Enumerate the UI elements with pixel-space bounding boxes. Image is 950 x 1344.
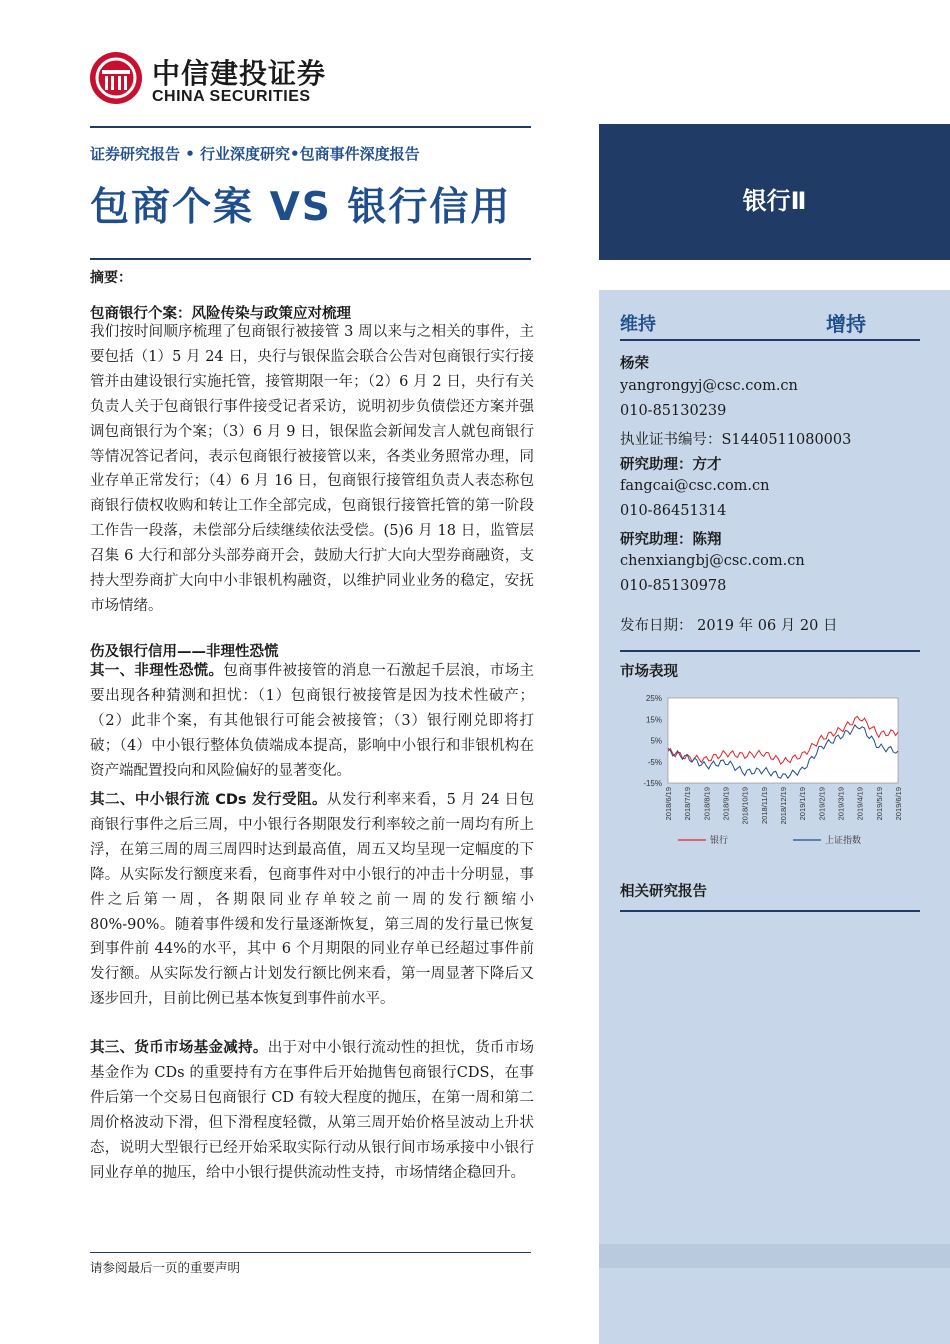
x-tick-label: 2018/6/19	[664, 787, 673, 821]
x-tick-label: 2018/9/19	[721, 787, 731, 821]
analyst-cert: 执业证书编号：S1440511080003	[620, 432, 852, 448]
legend-label: 上证指数	[825, 836, 862, 846]
related-rule	[620, 910, 920, 912]
page-title: 包商个案 VS 银行信用	[90, 185, 512, 230]
legend-label: 银行	[710, 836, 729, 846]
chart-plot-area	[668, 698, 898, 783]
analyst-name: 杨荣	[620, 356, 649, 372]
paragraph-lead: 其二、中小银行流 CDs 发行受阻。	[90, 792, 327, 808]
assistant-phone: 010-86451314	[620, 503, 727, 519]
assistant-name: 研究助理：陈翔	[620, 532, 722, 548]
x-tick-label: 2018/11/19	[759, 787, 769, 824]
y-tick-label: -5%	[647, 757, 662, 767]
x-tick-label: 2019/5/19	[874, 787, 884, 821]
market-label: 市场表现	[620, 664, 678, 680]
header-bottom-rule	[90, 258, 531, 260]
paragraph-lead: 其一、非理性恐慌。	[90, 663, 224, 679]
x-tick-label: 2019/2/19	[817, 787, 827, 821]
section-heading: 包商银行个案：风险传染与政策应对梳理	[90, 306, 351, 322]
analyst-email: yangrongyj@csc.com.cn	[620, 378, 798, 394]
footer-note: 请参阅最后一页的重要声明	[90, 1260, 241, 1275]
industry-box	[599, 124, 950, 260]
x-tick-label: 2018/10/19	[740, 787, 750, 825]
footer-rule	[90, 1252, 531, 1253]
market-chart	[618, 688, 918, 858]
company-logo	[88, 50, 348, 114]
y-tick-label: 5%	[650, 736, 662, 746]
paragraph	[90, 659, 534, 784]
x-tick-label: 2018/8/19	[702, 787, 712, 821]
y-tick-label: 15%	[645, 715, 662, 725]
assistant-email: chenxiangbj@csc.com.cn	[620, 553, 805, 569]
x-tick-label: 2019/4/19	[855, 787, 865, 821]
paragraph-lead: 其三、货币市场基金减持。	[90, 1040, 268, 1056]
footer-band	[599, 1244, 950, 1268]
rating-rule	[620, 339, 920, 341]
rating-value: 增持	[826, 312, 866, 336]
assistant-email: fangcai@csc.com.cn	[620, 478, 770, 494]
report-subtitle: 证券研究报告 • 行业深度研究•包商事件深度报告	[90, 145, 420, 163]
header-top-rule	[90, 126, 531, 128]
section-heading: 伤及银行信用——非理性恐慌	[90, 644, 279, 660]
x-tick-label: 2018/12/19	[779, 787, 788, 825]
x-tick-label: 2019/3/19	[836, 787, 846, 821]
publish-date: 发布日期： 2019 年 06 月 20 日	[620, 618, 838, 634]
y-tick-label: 25%	[645, 694, 662, 703]
x-tick-label: 2019/1/19	[798, 787, 808, 821]
analyst-phone: 010-85130239	[620, 403, 727, 419]
paragraph-text: 出于对中小银行流动性的担忧，货币市场基金作为 CDs 的重要持有方在事件后开始抛售包商银行CDS，在事件后第一个交易日包商银行 CD 有较大程度的抛压，在第一周和第二周价格波动下滑，但下滑程度轻微，从第三周开始价格呈波动上升状态，说明大型银行已经开始采取实际行动从银行间市场承接中小银行同业存单的抛压，给中小银行提供流动性支持，市场情绪企稳回升。	[90, 1040, 535, 1181]
paragraph-text: 包商事件被接管的消息一石激起千层浪，市场主要出现各种猜测和担忧：（1）包商银行被接管是因为技术性破产；（2）此非个案，有其他银行可能会被接管；（3）银行刚兑即将打破；（4）中小银行整体负债端成本提高，影响中小银行和非银机构在资产端配置投向和风险偏好的显著变化。	[90, 663, 535, 779]
paragraph	[90, 788, 534, 1012]
rating-label: 维持	[620, 314, 656, 335]
related-label: 相关研究报告	[620, 884, 707, 900]
market-chart-svg	[618, 688, 918, 858]
x-tick-label: 2019/6/19	[894, 787, 903, 821]
assistant-name: 研究助理：方才	[620, 457, 722, 473]
paragraph-text: 从发行利率来看，5 月 24 日包商银行事件之后三周，中小银行各期限发行利率较之前一周均有所上浮，在第三周的周三周四时达到最高值，周五又均呈现一定幅度的下降。从实际发行额度来看，包商事件对中小银行的冲击十分明显，事件之后第一周，各期限同业存单较之前一周的发行额缩小 80%-90%。随着事件缓和发行量逐渐恢复，第三周的发行量已恢复到事件前 44%的水平，其中 6 个月期限的同业存单已经超过事件前发行额。从实际发行额占计划发行额比例来看，第一周显著下降后又逐步回升，目前比例已基本恢复到事件前水平。	[90, 792, 534, 1008]
summary-label: 摘要：	[90, 270, 132, 286]
industry-label: 银行Ⅱ	[742, 187, 807, 215]
paragraph: 我们按时间顺序梳理了包商银行被接管 3 周以来与之相关的事件，主要包括（1）5 月 24 日，央行与银保监会联合公告对包商银行实行接管并由建设银行实施托管，接管期限一年；（2）6 月 2 日，央行有关负责人关于包商银行事件接受记者采访，说明初步负债偿还方案并强调包商银行为个案；（3）6 月 9 日，银保监会新闻发言人就包商银行等情况答记者问，表示包商银行被接管以来，各类业务照常办理，同业存单正常发行；（4）6 月 16 日，包商银行接管组负责人表态称包商银行债权收购和转让工作全部完成，包商银行接管托管的第一阶段工作告一段落，未偿部分后续继续依法受偿。(5)6 月 18 日，监管层召集 6 大行和部分头部券商开会，鼓励大行扩大向大型券商融资，支持大型券商扩大向中小非银机构融资，以维护同业业务的稳定，安抚市场情绪。	[90, 324, 534, 614]
logo-en-text: CHINA SECURITIES	[152, 88, 311, 105]
x-tick-label: 2018/7/19	[683, 787, 693, 821]
china-securities-logo-icon	[88, 50, 144, 106]
market-rule	[620, 650, 920, 652]
logo-cn-text: 中信建投证券	[152, 57, 327, 90]
paragraph	[90, 1036, 534, 1185]
y-tick-label: -15%	[643, 779, 662, 788]
assistant-phone: 010-85130978	[620, 578, 727, 594]
